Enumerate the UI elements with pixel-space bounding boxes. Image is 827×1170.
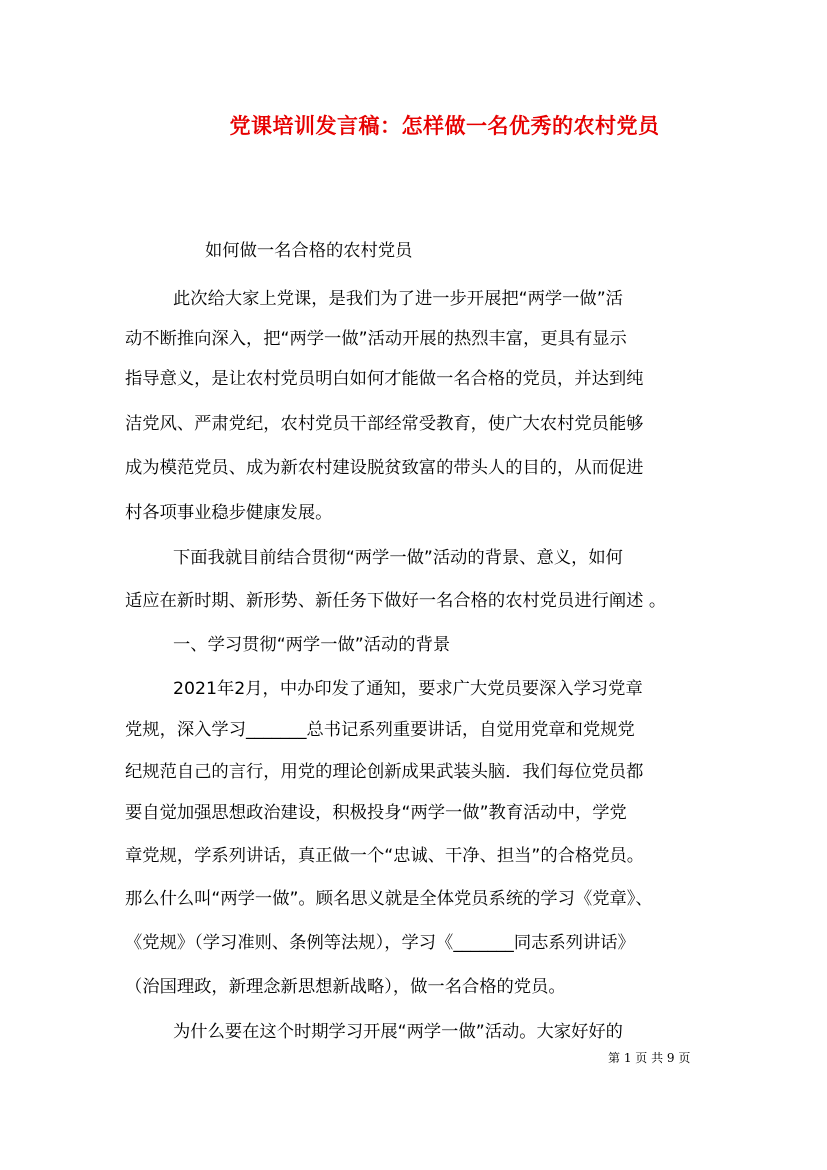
paragraph-line: 2021年2月，中办印发了通知，要求广大党员要深入学习党章: [173, 679, 643, 699]
paragraph-line: 为什么要在这个时期学习开展“两学一做”活动。大家好好的: [173, 1022, 623, 1042]
paragraph-line: 那么什么叫“两学一做”。顾名思义就是全体党员系统的学习《党章》、: [125, 889, 653, 909]
section-heading: 一、学习贯彻“两学一做”活动的背景: [173, 635, 451, 655]
paragraph-line: 洁党风、严肃党纪，农村党员干部经常受教育，使广大农村党员能够: [125, 414, 644, 434]
page-number: 第 1 页 共 9 页: [608, 1051, 691, 1065]
paragraph-line: 村各项事业稳步健康发展。: [125, 503, 333, 523]
paragraph-line: 下面我就目前结合贯彻“两学一做”活动的背景、意义，如何: [173, 548, 623, 568]
paragraph-line: 党规，深入学习_______总书记系列重要讲话，自觉用党章和党规党: [125, 720, 635, 740]
paragraph-line: 如何做一名合格的农村党员: [205, 241, 413, 261]
paragraph-line: 要自觉加强思想政治建设，积极投身“两学一做”教育活动中，学党: [125, 803, 627, 823]
paragraph-line: 章党规，学系列讲话，真正做一个“忠诚、干净、担当”的合格党员。: [125, 846, 645, 866]
paragraph-line: 此次给大家上党课，是我们为了进一步开展把“两学一做”活: [173, 289, 623, 309]
paragraph-line: 《党规》（学习准则、条例等法规），学习《_______同志系列讲话》: [125, 933, 635, 953]
paragraph-line: 适应在新时期、新形势、新任务下做好一名合格的农村党员进行阐述 。: [125, 591, 667, 611]
paragraph-line: 指导意义，是让农村党员明白如何才能做一名合格的党员，并达到纯: [125, 369, 644, 389]
document-title: 党课培训发言稿：怎样做一名优秀的农村党员: [229, 113, 660, 138]
paragraph-line: （治国理政，新理念新思想新战略），做一名合格的党员。: [125, 977, 566, 997]
paragraph-line: 纪规范自己的言行，用党的理论创新成果武装头脑．我们每位党员都: [125, 762, 644, 782]
paragraph-line: 成为模范党员、成为新农村建设脱贫致富的带头人的目的，从而促进: [125, 458, 644, 478]
paragraph-line: 动不断推向深入，把“两学一做”活动开展的热烈丰富，更具有显示: [125, 329, 627, 349]
